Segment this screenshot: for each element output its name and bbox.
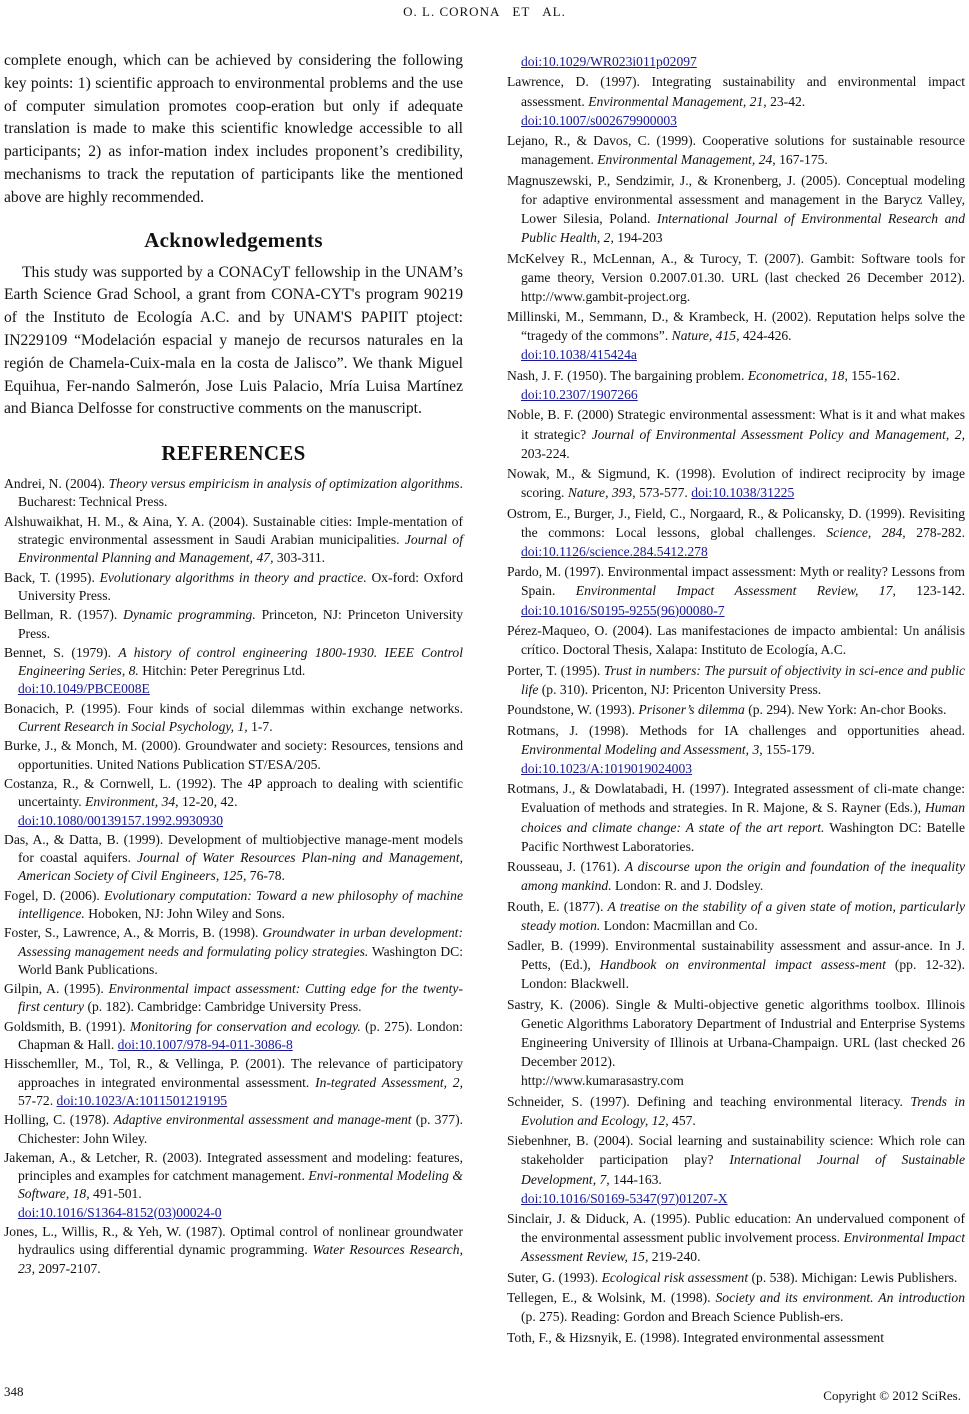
- reference-text: Suter, G. (1993).: [507, 1269, 602, 1285]
- reference-text: Rotmans, J., & Dowlatabadi, H. (1997). Integrated assessment of cli-mate change: Evaluation of methods and strategies. In R. Majone, & S. Rayner (Eds.),: [507, 781, 965, 816]
- doi-link[interactable]: doi:10.1007/s002679900003: [521, 112, 677, 128]
- reference-pages: 167-175.: [775, 152, 828, 168]
- reference-pages: 203-224.: [521, 445, 570, 461]
- reference-entry: [4, 1018, 463, 1055]
- reference-source: Environmental Impact Assessment Review, 15,: [521, 1230, 965, 1265]
- reference-text: Rousseau, J. (1761).: [507, 859, 625, 875]
- doi-link[interactable]: doi:10.1016/S0195-9255(96)00080-7: [521, 602, 725, 618]
- reference-source: Dynamic programming.: [123, 607, 256, 623]
- reference-pages: 155-162.: [847, 367, 900, 383]
- reference-source: Nature, 393,: [567, 485, 636, 501]
- reference-entry: [4, 831, 463, 886]
- page-number: 348: [4, 1384, 24, 1399]
- reference-entry: [507, 171, 965, 247]
- reference-text: Poundstone, W. (1993).: [507, 702, 639, 718]
- reference-source: Theory versus empiricism in analysis of optimization algorithms: [108, 476, 460, 492]
- reference-text: Magnuszewski, P., Sendzimir, J., & Kronenberg, J. (2005). Conceptual modeling for adaptive environmental assessment and management in the Barycz Valley, Lower Silesia, Poland.: [507, 172, 965, 226]
- reference-text: Sadler, B. (1999). Environmental sustainability assessment and assur-ance. In J. Petts, (Ed.),: [507, 938, 965, 973]
- reference-source: Ecological risk assessment: [601, 1269, 749, 1285]
- reference-source: Environment, 34,: [85, 794, 179, 810]
- reference-pages: 278-282.: [905, 524, 966, 540]
- reference-text: Sinclair, J. & Diduck, A. (1995). Public education: An undervalued component of the environmental assessment public involvement process.: [507, 1211, 965, 1246]
- reference-source: A history of control engineering 1800-1930. IEEE Control Engineering Series, 8.: [18, 644, 463, 679]
- reference-pages: (p. 182). Cambridge: Cambridge University Press.: [84, 999, 362, 1015]
- acknowledgements-text: This study was supported by a CONACyT fellowship in the UNAM’s Earth Science Grad School, a grant from CONA-CYT's program 90219 of the Instituto de Ecología A.C. and by UNAM'S PAPIIT ptoject: IN229109 “Modelación espacial y manejo de recursos naturales en la región de Chamela-Cuix-mala en la costa de Jalisco”. We thank Miguel Equihua, Fer-nando Salmerón, Jose Luis Palacio, Mría Luisa Martínez and Bianca Delfosse for constructive comments on the manuscript.: [4, 263, 463, 418]
- reference-text: Foster, S., Lawrence, A., & Morris, B. (1998).: [4, 925, 263, 941]
- reference-entry: [507, 1288, 965, 1326]
- reference-list-right: [507, 52, 965, 1347]
- reference-source: Journal of Environmental Assessment Policy and Management, 2,: [591, 426, 965, 442]
- reference-text: Bennet, S. (1979).: [4, 644, 119, 660]
- reference-entry: [507, 721, 965, 778]
- reference-source: Environmental Impact Assessment Review, 17,: [575, 583, 896, 599]
- doi-link[interactable]: doi:10.1049/PBCE008E: [18, 681, 150, 697]
- reference-pages: (p. 275). London: Chapman & Hall.: [18, 1018, 463, 1053]
- reference-text: Back, T. (1995).: [4, 569, 100, 585]
- reference-source: Adaptive environmental assessment and manage-ment: [113, 1112, 412, 1128]
- reference-source: A treatise on the stability of a given state of motion, particularly steady motion.: [521, 898, 966, 933]
- reference-source: Monitoring for conservation and ecology.: [130, 1018, 361, 1034]
- reference-source: International Journal of Environmental Research and Public Health, 2,: [521, 210, 965, 246]
- reference-entry: [4, 569, 463, 606]
- reference-entry: [4, 644, 463, 699]
- doi-link[interactable]: doi:10.1126/science.284.5412.278: [521, 543, 708, 559]
- reference-source: International Journal of Sustainable Development, 7,: [521, 1152, 965, 1187]
- reference-entry: [507, 621, 965, 659]
- reference-entry: [507, 307, 965, 364]
- reference-text: Schneider, S. (1997). Defining and teaching environmental literacy.: [507, 1093, 911, 1109]
- reference-text: McKelvey R., McLennan, A., & Turocy, T. (2007). Gambit: Software tools for game theory, Version 0.2007.01.30. URL (last checked 26 December 2012). http://www.gambit-project.org.: [507, 250, 965, 304]
- reference-entry: [507, 897, 965, 935]
- reference-entry: [507, 72, 965, 129]
- reference-entry: [4, 606, 463, 643]
- reference-entry: [507, 562, 965, 619]
- reference-text: Nowak, M., & Sigmund, K. (1998). Evolution of indirect reciprocity by image scoring.: [507, 466, 965, 501]
- reference-entry: [4, 775, 463, 830]
- reference-source: Handbook on environmental impact assess-ment: [599, 957, 886, 973]
- reference-source: Prisoner’s dilemma: [638, 702, 745, 718]
- reference-text: Nash, J. F. (1950). The bargaining problem.: [507, 367, 748, 383]
- reference-pages: (pp. 12-32). London: Blackwell.: [521, 957, 965, 992]
- reference-source: Trust in numbers: The pursuit of objectivity in sci-ence and public life: [521, 662, 966, 697]
- reference-entry: [4, 980, 463, 1017]
- reference-entry: [507, 1131, 965, 1207]
- copyright-notice: Copyright © 2012 SciRes.: [823, 1388, 961, 1403]
- reference-entry: [507, 857, 965, 895]
- reference-source: Current Research in Social Psychology, 1,: [18, 719, 248, 735]
- intro-paragraph: complete enough, which can be achieved by considering the following key points: 1) scientific approach to environmental problems and the use of computer simulation promotes coop-eration but only if adequate translation is made to make this scientific knowledge accessible to all participants; 2) as infor-mation index includes proponent’s credibility, mechanisms to track the reputation of participants like the mentioned above are highly recommended.: [4, 52, 463, 206]
- reference-text: Porter, T. (1995).: [507, 662, 604, 678]
- reference-pages: Washington DC: World Bank Publications.: [18, 943, 463, 977]
- reference-source: Environmental impact assessment: Cutting edge for the twenty-first century: [18, 981, 463, 1015]
- reference-pages: 23-42.: [766, 93, 806, 109]
- doi-link[interactable]: doi:10.1038/31225: [691, 485, 795, 501]
- reference-source: Trends in Evolution and Ecology, 12,: [521, 1093, 965, 1128]
- reference-list-left: [4, 475, 463, 1278]
- reference-text: Pérez-Maqueo, O. (2004). Las manifestaciones de impacto ambiental: Un análisis crítico. Doctoral Thesis, Xalapa: Instituto de Ecología, A.C.: [507, 623, 965, 658]
- reference-entry: [507, 1328, 965, 1347]
- reference-source: A discourse upon the origin and foundation of the inequality among mankind.: [521, 859, 966, 894]
- reference-entry: [507, 504, 965, 561]
- reference-pages: (p. 377). Chichester: John Wiley.: [18, 1112, 463, 1146]
- reference-text: Pardo, M. (1997). Environmental impact assessment: Myth or reality? Lessons from Spain.: [507, 564, 965, 599]
- reference-text: Holling, C. (1978).: [4, 1112, 114, 1128]
- reference-text: Lejano, R., & Davos, C. (1999). Cooperative solutions for sustainable resource management.: [507, 133, 965, 168]
- reference-entry: [507, 131, 965, 169]
- reference-entry: [4, 887, 463, 924]
- references-heading: REFERENCES: [161, 441, 306, 466]
- reference-pages: Washington DC: Batelle Pacific Northwest Laboratories.: [521, 819, 965, 854]
- reference-source: Econometrica, 18,: [747, 367, 848, 383]
- reference-entry: [4, 1223, 463, 1278]
- reference-text: Andrei, N. (2004).: [4, 476, 109, 492]
- reference-source: Water Resources Research, 23,: [18, 1242, 464, 1276]
- right-column: [507, 52, 965, 1348]
- reference-entry: [507, 52, 965, 71]
- reference-text: Jakeman, A., & Letcher, R. (2003). Integrated assessment and modeling: features, principles and examples for catchment management.: [4, 1149, 463, 1184]
- reference-source: Environmental Management, 24,: [597, 152, 776, 168]
- reference-pages: 219-240.: [648, 1249, 701, 1265]
- reference-pages: Hoboken, NJ: John Wiley and Sons.: [84, 905, 285, 921]
- reference-text: Alshuwaikhat, H. M., & Aina, Y. A. (2004). Sustainable cities: Imple-mentation of strategic environmental assessment in Saudi Arabian municipalities.: [4, 513, 463, 548]
- reference-text: Gilpin, A. (1995).: [4, 981, 109, 997]
- reference-entry: [507, 1092, 965, 1130]
- reference-entry: [4, 513, 463, 568]
- reference-source: Environmental Modeling and Assessment, 3,: [521, 741, 763, 757]
- reference-text: Noble, B. F. (2000) Strategic environmental assessment: What is it and what makes it strategic?: [507, 407, 965, 442]
- reference-text: Tellegen, E., & Wolsink, M. (1998).: [507, 1290, 716, 1306]
- reference-text: Hisschemller, M., Tol, R., & Vellinga, P. (2001). The relevance of participatory approaches in integrated environmental assessment.: [4, 1056, 463, 1090]
- doi-link[interactable]: doi:10.1029/WR023i011p02097: [521, 54, 697, 69]
- reference-entry: [4, 737, 463, 774]
- doi-link[interactable]: doi:10.1023/A:1019019024003: [521, 760, 693, 776]
- reference-pages: 155-179.: [762, 741, 815, 757]
- reference-entry: [507, 405, 965, 462]
- reference-source: In-tegrated Assessment, 2,: [315, 1074, 463, 1090]
- reference-source: Evolutionary algorithms in theory and practice.: [99, 569, 367, 585]
- running-header: O. L. CORONA ET AL.: [403, 4, 566, 19]
- reference-source: Groundwater in urban development: Assessing management needs and formulating policy strategies.: [18, 925, 463, 959]
- left-column: [4, 50, 463, 1279]
- reference-entry: [507, 1268, 965, 1287]
- reference-pages: 303-311.: [273, 550, 326, 566]
- reference-entry: [4, 475, 463, 512]
- reference-text: Burke, J., & Monch, M. (2000). Groundwater and society: Resources, tensions and opportunities. United Nations Publication ST/ESA/205.: [4, 738, 463, 772]
- reference-text: Routh, E. (1877).: [507, 898, 608, 914]
- doi-link[interactable]: doi:10.1016/S1364-8152(03)00024-0: [18, 1204, 222, 1220]
- url-link[interactable]: http://www.kumarasastry.com: [521, 1073, 684, 1089]
- reference-pages: 144-163.: [609, 1171, 662, 1187]
- reference-text: Fogel, D. (2006).: [4, 887, 105, 903]
- reference-pages: (p. 538). Michigan: Lewis Publishers.: [748, 1269, 958, 1285]
- reference-entry: [507, 936, 965, 993]
- reference-pages: 76-78.: [246, 868, 285, 884]
- reference-text: Jones, L., Willis, R., & Yeh, W. (1987). Optimal control of nonlinear groundwater hydraulics using differential dynamic programming.: [4, 1224, 463, 1258]
- reference-pages: 573-577.: [635, 485, 692, 501]
- reference-entry: [507, 995, 965, 1090]
- reference-source: Evolutionary computation: Toward a new philosophy of machine intelligence.: [18, 887, 463, 921]
- reference-pages: (p. 275). Reading: Gordon and Breach Science Publish-ers.: [521, 1309, 844, 1325]
- reference-pages: (p. 310). Pricenton, NJ: Pricenton University Press.: [538, 681, 822, 697]
- reference-pages: . Bucharest: Technical Press.: [18, 476, 463, 510]
- reference-pages: 424-426.: [739, 328, 792, 344]
- reference-entry: [507, 1209, 965, 1266]
- reference-text: Toth, F., & Hizsnyik, E. (1998). Integrated environmental assessment: [507, 1329, 884, 1345]
- reference-pages: 57-72.: [18, 1092, 57, 1108]
- reference-pages: 1-7.: [247, 719, 273, 735]
- acknowledgements-heading: Acknowledgements: [144, 227, 323, 252]
- reference-entry: [507, 779, 965, 855]
- reference-entry: [507, 661, 965, 699]
- doi-link[interactable]: doi:10.1038/415424a: [521, 347, 637, 363]
- doi-link[interactable]: doi:10.1023/A:1011501219195: [56, 1092, 228, 1108]
- doi-link[interactable]: doi:10.2307/1907266: [521, 386, 638, 402]
- doi-link[interactable]: doi:10.1007/978-94-011-3086-8: [117, 1037, 293, 1053]
- reference-pages: London: Macmillan and Co.: [600, 917, 758, 933]
- reference-pages: 12-20, 42.: [178, 794, 238, 810]
- doi-link[interactable]: doi:10.1016/S0169-5347(97)01207-X: [521, 1190, 728, 1206]
- reference-text: Bellman, R. (1957).: [4, 607, 124, 623]
- reference-text: Ostrom, E., Burger, J., Field, C., Norgaard, R., & Policansky, D. (1999). Revisiting the commons: Local lessons, global challenges.: [507, 505, 965, 540]
- reference-entry: [4, 1055, 463, 1110]
- reference-text: Bonacich, P. (1995). Four kinds of social dilemmas within exchange networks.: [4, 700, 463, 716]
- reference-entry: [4, 700, 463, 737]
- reference-pages: Hitchin: Peter Peregrinus Ltd.: [138, 663, 306, 679]
- reference-text: Rotmans, J. (1998). Methods for IA challenges and opportunities ahead.: [507, 722, 965, 738]
- reference-source: Nature, 415,: [671, 328, 740, 344]
- reference-source: Society and its environment. An introduction: [715, 1290, 965, 1306]
- reference-text: Siebenhner, B. (2004). Social learning and sustainability science: Which role can stakeholder participation play?: [507, 1133, 965, 1168]
- reference-source: Science, 284,: [826, 524, 906, 540]
- reference-source: Human choices and climate change: A state of the art report.: [521, 800, 965, 835]
- reference-source: Envi-ronmental Modeling & Software, 18,: [18, 1168, 463, 1202]
- reference-entry: [507, 700, 965, 719]
- reference-entry: [507, 464, 965, 502]
- reference-text: Millinski, M., Semmann, D., & Krambeck, H. (2002). Reputation helps solve the “tragedy of the commons”.: [507, 309, 965, 344]
- reference-pages: London: R. and J. Dodsley.: [611, 878, 764, 894]
- reference-source: Journal of Environmental Planning and Management, 47,: [18, 532, 463, 566]
- reference-pages: Ox-ford: Oxford University Press.: [18, 569, 464, 603]
- doi-link[interactable]: doi:10.1080/00139157.1992.9930930: [18, 812, 224, 828]
- reference-pages: 2097-2107.: [35, 1260, 101, 1276]
- reference-pages: Princeton, NJ: Princeton University Press.: [18, 607, 463, 641]
- reference-pages: (p. 294). New York: An-chor Books.: [744, 702, 947, 718]
- reference-source: Environmental Management, 21,: [588, 93, 767, 109]
- reference-entry: [4, 1111, 463, 1148]
- reference-pages: 123-142.: [895, 583, 965, 599]
- reference-pages: 491-501.: [89, 1186, 142, 1202]
- reference-entry: [4, 1149, 463, 1222]
- reference-entry: [4, 924, 463, 979]
- reference-source: Journal of Water Resources Plan-ning and Management, American Society of Civil Engineers, 125,: [18, 850, 464, 884]
- reference-text: Sastry, K. (2006). Single & Multi-objective genetic algorithms toolbox. Illinois Genetic Algorithms Laboratory Department of Industrial and Enterprise Systems Engineering University of Illinois at Urbana-Champaign. URL (last checked 26 December 2012).: [507, 996, 965, 1070]
- reference-pages: 194-203: [613, 230, 663, 246]
- reference-text: Lawrence, D. (1997). Integrating sustainability and environmental impact assessment.: [507, 74, 965, 109]
- reference-text: Das, A., & Datta, B. (1999). Development of multiobjective manage-ment models for coastal aquifers.: [4, 831, 463, 866]
- reference-entry: [507, 249, 965, 306]
- reference-text: Goldsmith, B. (1991).: [4, 1018, 130, 1034]
- reference-pages: 457.: [668, 1112, 696, 1128]
- reference-entry: [507, 366, 965, 404]
- reference-text: Costanza, R., & Cornwell, L. (1992). The 4P approach to dealing with scientific uncertainty.: [4, 775, 463, 810]
